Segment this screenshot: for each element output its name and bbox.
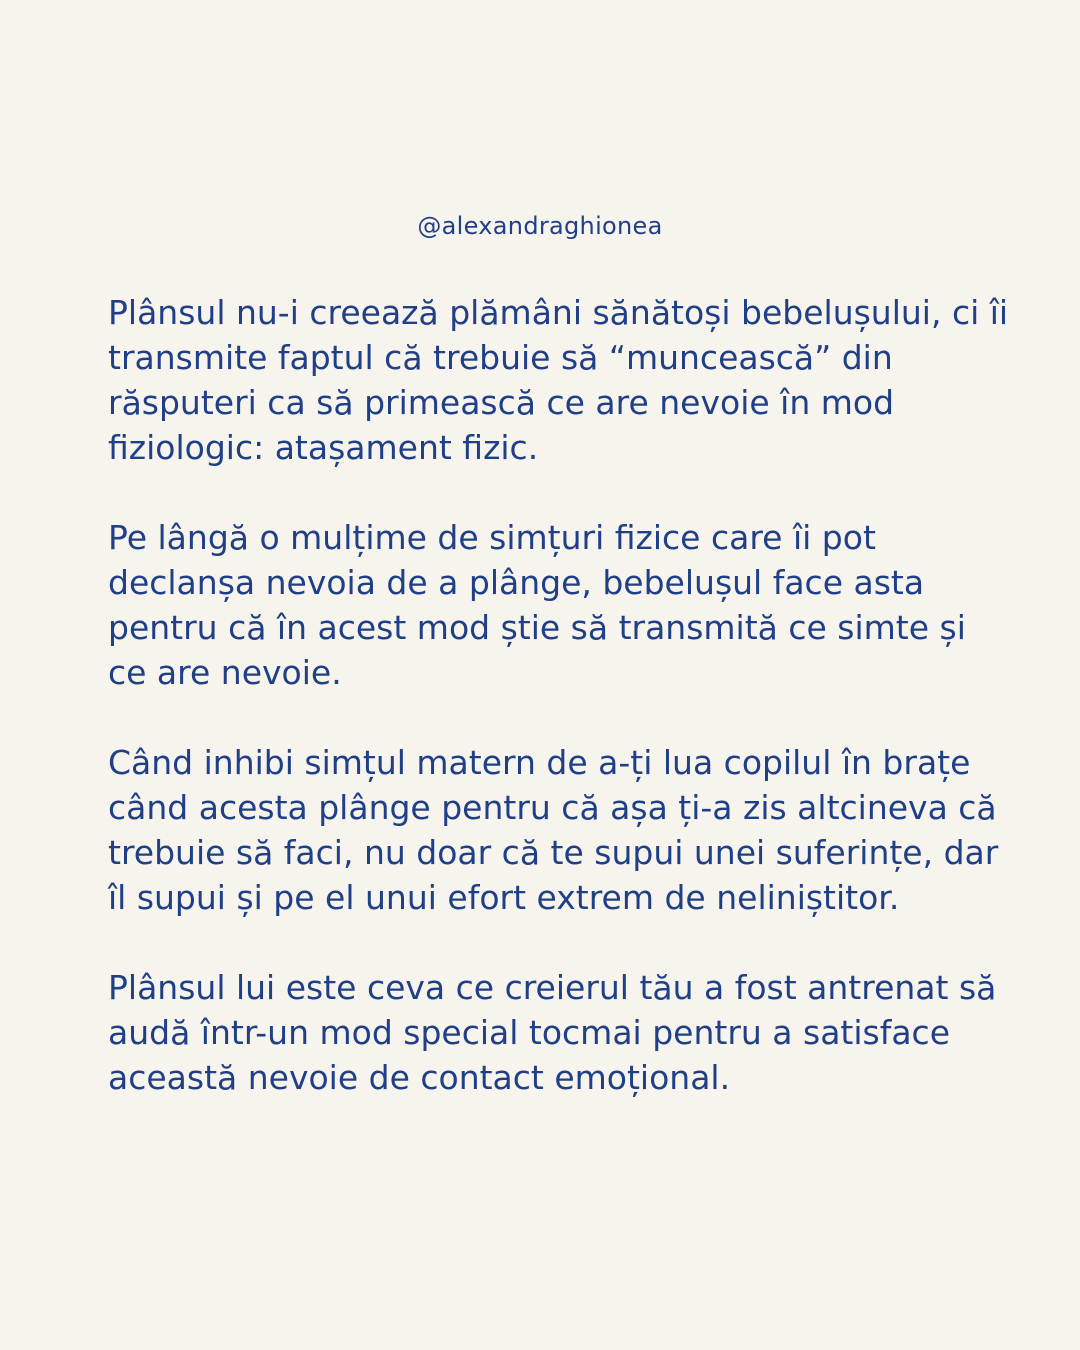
paragraph-line: transmite faptul că trebuie să “muncească” din (108, 338, 893, 377)
paragraph-line: Când inhibi simțul matern de a-ți lua copilul în brațe (108, 743, 971, 782)
paragraph-line: pentru că în acest mod știe să transmită ce simte și (108, 608, 966, 647)
paragraph-line: Plânsul lui este ceva ce creierul tău a fost antrenat să (108, 968, 997, 1007)
paragraph-line: când acesta plânge pentru că așa ți-a zis altcineva că (108, 788, 997, 827)
paragraph-line: trebuie să faci, nu doar că te supui unei suferințe, dar (108, 833, 999, 872)
paragraph-line: răsputeri ca să primească ce are nevoie în mod (108, 383, 895, 422)
paragraph-line: fiziologic: atașament fizic. (108, 428, 539, 467)
paragraph-line: audă într-un mod special tocmai pentru a satisface (108, 1013, 950, 1052)
post-body (108, 290, 1009, 1145)
paragraph-3 (108, 740, 999, 920)
paragraph-line: declanșa nevoia de a plânge, bebelușul face asta (108, 563, 925, 602)
paragraph-line: îl supui și pe el unui efort extrem de neliniștitor. (108, 878, 900, 917)
paragraph-2 (108, 515, 988, 695)
paragraph-line: Pe lângă o mulțime de simțuri fizice care îi pot (108, 518, 876, 557)
author-handle: @alexandraghionea (417, 212, 663, 240)
paragraph-line: Plânsul nu-i creează plămâni sănătoși bebelușului, ci îi (108, 293, 1009, 332)
paragraph-1 (108, 290, 1009, 470)
paragraph-line: această nevoie de contact emoțional. (108, 1058, 731, 1097)
paragraph-4 (108, 965, 997, 1100)
paragraph-line: ce are nevoie. (108, 653, 342, 692)
